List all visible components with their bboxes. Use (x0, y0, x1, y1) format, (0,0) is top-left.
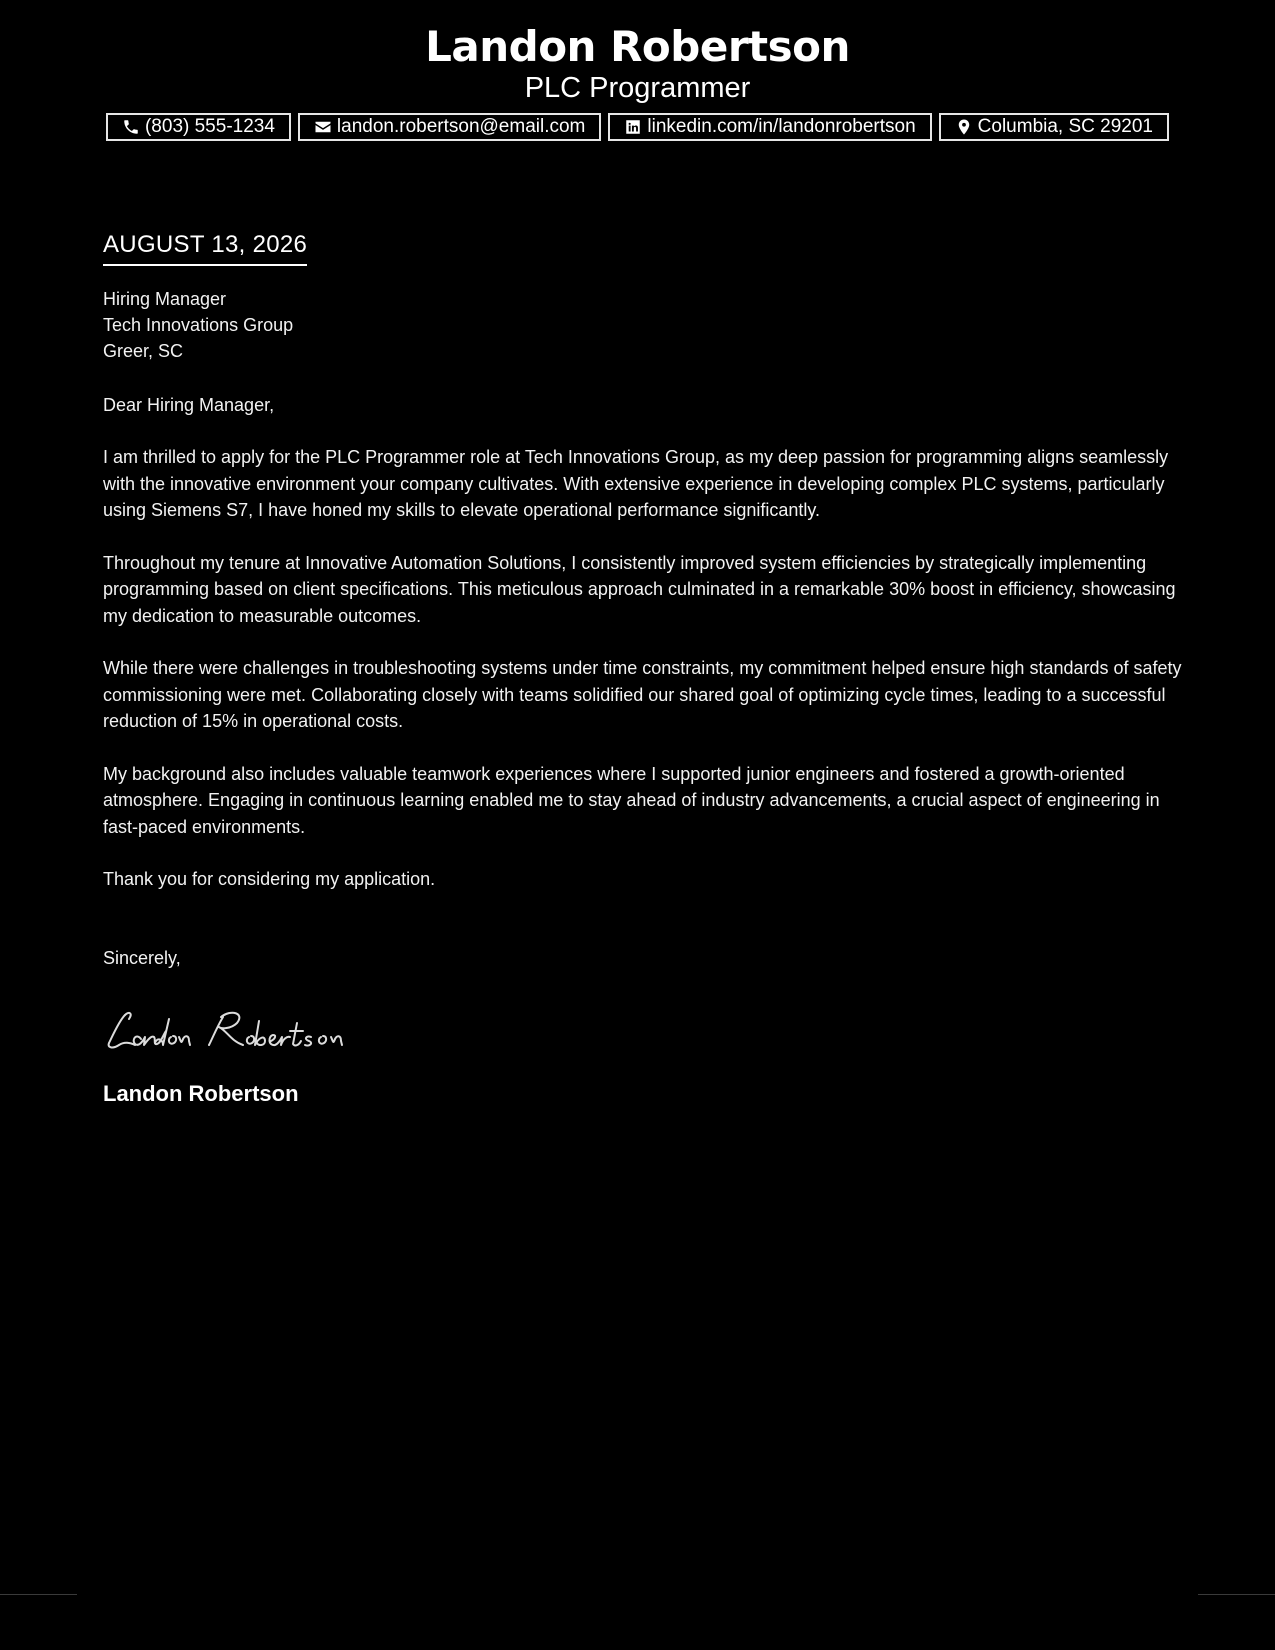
footer-rule-left (0, 1594, 77, 1595)
recipient-block (103, 286, 1183, 364)
salutation: Dear Hiring Manager, (103, 395, 275, 415)
signed-name: Landon Robertson (103, 1080, 299, 1106)
footer-rule-right (1198, 1594, 1275, 1595)
recipient-location: Greer, SC (103, 341, 184, 361)
contact-linkedin-text: linkedin.com/in/landonrobertson (647, 116, 916, 137)
paragraph: While there were challenges in troubleshooting systems under time constraints, my commitment helped ensure high standards of safety commissioning were met. Collaborating closely with teams solidified our shared goal of optimizing cycle times, leading to a successful reduction of 15% in operational costs. (103, 658, 1182, 731)
paragraph: My background also includes valuable teamwork experiences where I supported junior engineers and fostered a growth-oriented atmosphere. Engaging in continuous learning enabled me to stay ahead of industry advancements, a crucial aspect of engineering in fast-paced environments. (103, 763, 1160, 837)
paragraph: Throughout my tenure at Innovative Automation Solutions, I consistently improved system efficiencies by strategically implementing programming based on client specifications. This meticulous approach culminated in a remarkable 30% boost in efficiency, showcasing my dedication to measurable outcomes. (103, 552, 1176, 626)
contact-email[interactable] (298, 113, 601, 141)
envelope-icon (314, 118, 332, 136)
letter-body (103, 228, 1183, 1109)
closing: Sincerely, (103, 947, 181, 968)
applicant-role: PLC Programmer (524, 72, 751, 104)
recipient-title: Hiring Manager (103, 289, 227, 309)
contact-linkedin[interactable] (608, 113, 931, 141)
contact-phone[interactable] (106, 113, 291, 141)
contact-location-text: Columbia, SC 29201 (977, 116, 1153, 137)
paragraph: I am thrilled to apply for the PLC Programmer role at Tech Innovations Group, as my deep passion for programming aligns seamlessly with the innovative environment your company cultivates. With extensive experience in developing complex PLC systems, particularly using Siemens S7, I have honed my skills to elevate operational performance significantly. (103, 447, 1169, 520)
letter-date: AUGUST 13, 2026 (103, 228, 307, 266)
paragraph-thanks: Thank you for considering my application. (103, 869, 436, 889)
signature-graphic (103, 1001, 403, 1061)
recipient-company: Tech Innovations Group (103, 315, 294, 335)
letter-header (0, 22, 1275, 104)
contact-email-text: landon.robertson@email.com (336, 116, 586, 137)
map-pin-icon (955, 118, 973, 136)
linkedin-icon (624, 118, 642, 136)
contact-phone-text: (803) 555-1234 (144, 116, 275, 137)
contact-location (939, 113, 1169, 141)
phone-icon (122, 118, 140, 136)
contact-bar (0, 113, 1275, 141)
applicant-name: Landon Robertson (425, 22, 850, 71)
handwritten-signature (103, 1001, 403, 1061)
